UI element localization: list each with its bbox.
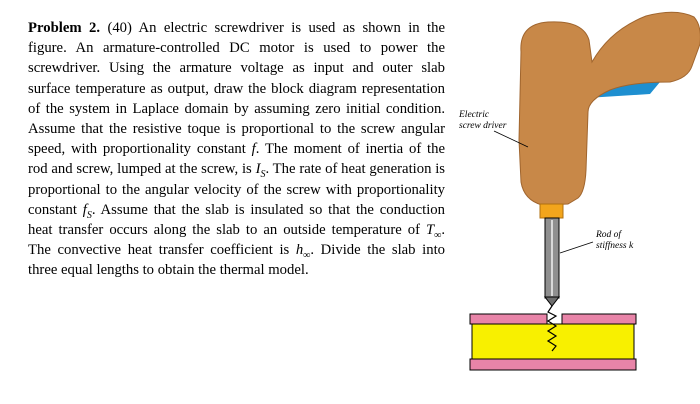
symbol-t-inf: $T_\infty$ <box>426 222 442 241</box>
rod-label: Rod of stiffness k <box>596 230 634 251</box>
screwdriver-label: Electric screw driver <box>459 110 507 131</box>
problem-heading: Problem 2. <box>28 20 101 36</box>
problem-text-3: . The rate of heat generation is proportional to the angular velocity of the screw with proportionality constant <box>28 161 446 218</box>
problem-text-4: . Assume that the slab is insulated so that the conduction heat transfer occurs along the slab to an outside temperature of <box>28 201 445 239</box>
symbol-fs: $f_S$ <box>82 201 92 221</box>
slab-bottom-plate <box>470 359 636 370</box>
rod-leader-line <box>560 242 593 253</box>
problem-points: (40) <box>107 20 132 36</box>
slab-top-plate-left <box>470 314 547 324</box>
slab-core <box>472 324 634 359</box>
symbol-h-inf: $h_\infty$ <box>295 242 311 262</box>
screw-tip <box>545 297 559 306</box>
symbol-is: $I_S$ <box>255 161 266 181</box>
problem-text-2: . The moment of inertia of the rod and screw, lumped at the screw, is <box>28 141 446 178</box>
screwdriver-collar <box>540 204 563 218</box>
screwdriver-handle <box>519 12 700 205</box>
problem-text-5: . The convective heat transfer coefficient is <box>28 222 446 259</box>
problem-text-6: . Divide the slab into three equal lengths to obtain the thermal model. <box>28 242 445 279</box>
slab-top-plate-right <box>562 314 636 324</box>
symbol-f: f <box>251 141 256 158</box>
problem-text-1: An electric screwdriver is used as shown in the figure. An armature-controlled DC motor is used to power the screwdriver. Using the armature voltage as input and outer slab surface temperature as output, draw the block diagram representation of the system in Laplace domain by assuming zero initial condition. Assume that the resistive toque is proportional to the screw angular speed, with proportionality constant <box>28 20 446 158</box>
